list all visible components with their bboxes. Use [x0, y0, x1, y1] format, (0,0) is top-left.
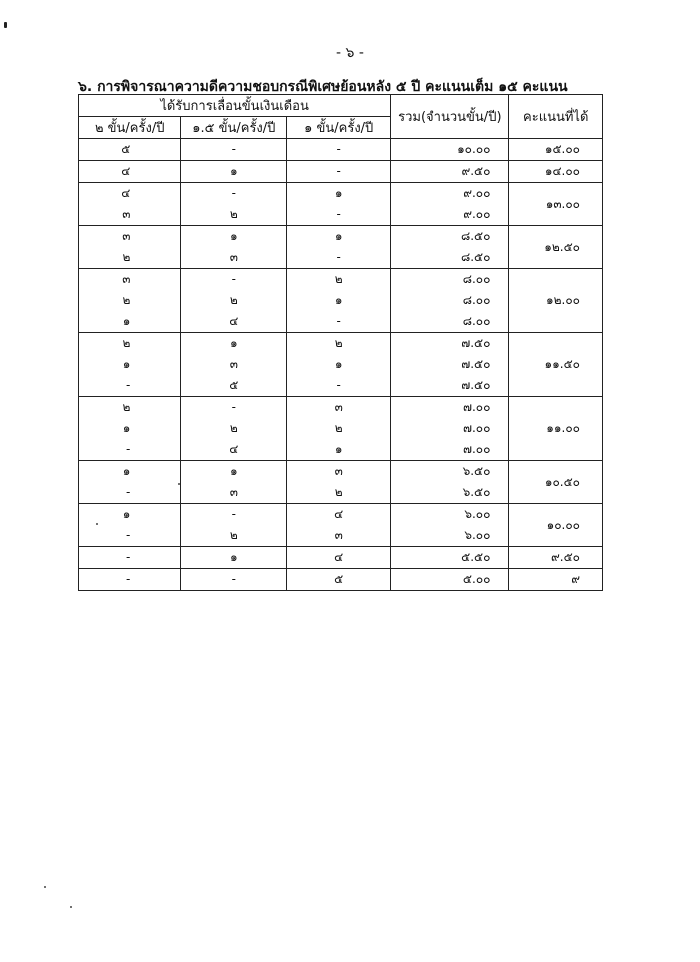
two-steps-value: ๓: [122, 272, 131, 286]
two-steps-value: ๑: [122, 421, 131, 435]
one-half-steps-value: -: [231, 400, 236, 414]
total-steps-cell: [391, 547, 509, 569]
total-steps-value: ๘.๐๐: [462, 293, 491, 307]
one-step-cell: [287, 269, 391, 333]
scan-speck: [44, 886, 46, 888]
score-cell: [509, 569, 603, 591]
two-steps-cell: [79, 161, 181, 183]
one-half-steps-value: ๑: [230, 164, 238, 178]
score-cell: [509, 547, 603, 569]
score-group-row: [79, 461, 603, 504]
one-step-cell: [287, 461, 391, 504]
two-steps-cell: [79, 547, 181, 569]
one-half-steps-cell: [181, 183, 287, 226]
one-half-steps-value: -: [231, 186, 236, 200]
one-half-steps-value: ๒: [229, 421, 238, 435]
one-step-cell: [287, 333, 391, 397]
one-half-steps-cell: [181, 504, 287, 547]
one-step-cell: [287, 139, 391, 161]
one-half-steps-header: ๑.๕ ขั้น/ครั้ง/ปี: [181, 117, 287, 139]
two-steps-cell: [79, 569, 181, 591]
one-step-value: -: [336, 164, 341, 178]
total-steps-value: ๗.๕๐: [461, 336, 491, 350]
score-value: ๙: [571, 572, 580, 586]
two-steps-value: ๔: [121, 164, 131, 178]
two-steps-value: ๑: [122, 464, 131, 478]
two-steps-value: ๒: [122, 293, 131, 307]
total-steps-value: ๙.๕๐: [461, 164, 491, 178]
score-value: ๑๓.๐๐: [545, 196, 580, 211]
one-step-value: -: [336, 207, 341, 221]
one-step-value: ๑: [334, 186, 343, 200]
two-steps-value: ๒: [122, 250, 131, 264]
total-steps-cell: [391, 161, 509, 183]
two-steps-value: ๓: [122, 207, 131, 221]
total-steps-cell: [391, 269, 509, 333]
one-step-value: ๑: [334, 293, 343, 307]
total-steps-value: ๘.๐๐: [462, 314, 491, 328]
total-steps-value: ๘.๕๐: [460, 229, 491, 243]
score-cell: [509, 269, 603, 333]
score-cell: [509, 461, 603, 504]
one-half-steps-value: ๑: [230, 464, 238, 478]
score-cell: [509, 397, 603, 461]
one-step-value: ๓: [334, 400, 343, 414]
one-step-value: ๔: [334, 507, 344, 521]
total-steps-value: ๗.๕๐: [461, 378, 491, 392]
one-half-steps-value: ๑: [230, 550, 238, 564]
one-step-value: ๑: [334, 357, 343, 371]
one-step-value: ๒: [334, 421, 343, 435]
one-half-steps-value: ๑: [230, 229, 238, 243]
score-value: ๑๐.๕๐: [544, 474, 580, 489]
one-step-value: ๔: [334, 550, 344, 564]
two-steps-value: -: [126, 378, 131, 392]
one-half-steps-cell: [181, 397, 287, 461]
one-step-cell: [287, 569, 391, 591]
total-steps-value: ๕.๐๐: [462, 572, 491, 586]
section-heading: ๖. การพิจารณาความดีความชอบกรณีพิเศษย้อนหลัง ๕ ปี คะแนนเต็ม ๑๕ คะแนน: [78, 79, 568, 95]
one-step-value: ๓: [334, 528, 343, 542]
one-half-steps-cell: [181, 547, 287, 569]
one-half-steps-value: ๒: [229, 528, 238, 542]
one-step-cell: [287, 226, 391, 269]
score-value: ๑๔.๐๐: [544, 164, 580, 178]
total-steps-value: ๙.๐๐: [463, 207, 491, 221]
one-half-steps-value: ๔: [229, 442, 239, 456]
page-number: - ๖ -: [336, 45, 364, 61]
two-steps-value: -: [126, 442, 131, 456]
scan-speck: [4, 22, 7, 28]
score-value: ๑๕.๐๐: [544, 142, 580, 156]
two-steps-cell: [79, 397, 181, 461]
one-half-steps-cell: [181, 333, 287, 397]
total-steps-cell: [391, 504, 509, 547]
total-steps-value: ๖.๐๐: [464, 528, 491, 542]
score-group-row: [79, 333, 603, 397]
two-steps-value: ๔: [121, 186, 131, 200]
one-step-cell: [287, 504, 391, 547]
one-step-cell: [287, 547, 391, 569]
one-step-value: ๒: [334, 272, 343, 286]
one-step-value: ๑: [334, 229, 343, 243]
score-header: คะแนนที่ได้: [509, 95, 603, 139]
one-step-value: ๒: [334, 485, 343, 499]
one-step-cell: [287, 183, 391, 226]
one-step-value: -: [336, 142, 341, 156]
one-step-value: ๑: [334, 442, 343, 456]
one-step-value: ๕: [334, 572, 344, 586]
total-steps-value: ๙.๐๐: [463, 186, 491, 200]
scan-speck: [70, 906, 72, 908]
scan-speck: [178, 483, 180, 485]
two-steps-cell: [79, 333, 181, 397]
one-half-steps-value: -: [231, 142, 236, 156]
total-steps-cell: [391, 183, 509, 226]
total-steps-cell: [391, 333, 509, 397]
score-value: ๑๐.๐๐: [546, 517, 580, 532]
score-cell: [509, 183, 603, 226]
two-steps-value: -: [126, 572, 131, 586]
two-steps-cell: [79, 183, 181, 226]
one-half-steps-value: ๓: [229, 250, 238, 264]
one-step-value: -: [336, 378, 341, 392]
total-steps-cell: [391, 461, 509, 504]
two-steps-cell: [79, 139, 181, 161]
score-cell: [509, 226, 603, 269]
two-steps-value: ๓: [122, 229, 131, 243]
score-value: ๑๒.๐๐: [546, 293, 580, 307]
one-half-steps-value: -: [231, 572, 236, 586]
two-steps-value: -: [126, 528, 131, 542]
one-half-steps-value: ๒: [229, 207, 238, 221]
one-half-steps-cell: [181, 226, 287, 269]
one-step-value: -: [336, 250, 341, 264]
total-steps-cell: [391, 397, 509, 461]
total-steps-value: ๗.๕๐: [461, 357, 491, 371]
one-half-steps-cell: [181, 461, 287, 504]
two-steps-cell: [79, 226, 181, 269]
one-half-steps-cell: [181, 269, 287, 333]
one-step-value: ๓: [334, 464, 343, 478]
one-step-value: -: [336, 314, 341, 328]
one-half-steps-value: ๓: [229, 357, 238, 371]
one-half-steps-cell: [181, 161, 287, 183]
two-steps-value: ๒: [122, 400, 131, 414]
score-group-row: [79, 504, 603, 547]
two-steps-value: ๒: [122, 336, 131, 350]
one-half-steps-value: ๑: [230, 336, 238, 350]
total-steps-value: ๕.๕๐: [461, 550, 491, 564]
group-header: ได้รับการเลื่อนขั้นเงินเดือน: [79, 95, 391, 117]
score-cell: [509, 139, 603, 161]
one-half-steps-value: ๔: [229, 314, 239, 328]
score-cell: [509, 333, 603, 397]
total-steps-value: ๘.๐๐: [462, 272, 491, 286]
total-steps-cell: [391, 139, 509, 161]
two-steps-value: -: [126, 550, 131, 564]
one-half-steps-value: ๓: [229, 485, 238, 499]
total-steps-cell: [391, 226, 509, 269]
score-group-row: [79, 139, 603, 161]
score-group-row: [79, 397, 603, 461]
one-step-cell: [287, 161, 391, 183]
total-steps-value: ๖.๕๐: [462, 464, 491, 478]
score-group-row: [79, 269, 603, 333]
score-value: ๙.๕๐: [550, 550, 580, 564]
promotion-score-table: [78, 94, 603, 591]
total-steps-value: ๗.๐๐: [462, 421, 491, 435]
one-half-steps-cell: [181, 569, 287, 591]
one-step-cell: [287, 397, 391, 461]
score-value: ๑๑.๐๐: [546, 421, 580, 435]
score-group-row: [79, 226, 603, 269]
two-steps-header: ๒ ขั้น/ครั้ง/ปี: [79, 117, 181, 139]
one-half-steps-value: -: [231, 507, 236, 521]
two-steps-value: ๑: [122, 357, 131, 371]
total-steps-value: ๘.๕๐: [460, 250, 491, 264]
score-value: ๑๑.๕๐: [544, 357, 580, 371]
total-steps-value: ๗.๐๐: [462, 400, 491, 414]
total-steps-value: ๖.๕๐: [462, 485, 491, 499]
two-steps-cell: [79, 504, 181, 547]
one-step-header: ๑ ขั้น/ครั้ง/ปี: [287, 117, 391, 139]
scan-speck: [96, 523, 98, 525]
score-group-row: [79, 183, 603, 226]
score-cell: [509, 161, 603, 183]
one-half-steps-value: -: [231, 272, 236, 286]
total-steps-value: ๗.๐๐: [462, 442, 491, 456]
total-steps-value: ๑๐.๐๐: [457, 142, 491, 156]
total-steps-cell: [391, 569, 509, 591]
score-cell: [509, 504, 603, 547]
one-half-steps-cell: [181, 139, 287, 161]
two-steps-value: ๑: [122, 507, 131, 521]
total-steps-value: ๖.๐๐: [464, 507, 491, 521]
score-value: ๑๒.๕๐: [544, 239, 580, 254]
one-step-value: ๒: [334, 336, 343, 350]
table-body: [79, 139, 603, 591]
one-half-steps-value: ๒: [229, 293, 238, 307]
two-steps-cell: [79, 269, 181, 333]
two-steps-value: ๕: [121, 142, 131, 156]
score-group-row: [79, 547, 603, 569]
total-steps-header: รวม(จำนวนขั้น/ปี): [391, 95, 509, 139]
two-steps-cell: [79, 461, 181, 504]
score-group-row: [79, 569, 603, 591]
two-steps-value: ๑: [122, 314, 131, 328]
one-half-steps-value: ๕: [229, 378, 239, 392]
score-group-row: [79, 161, 603, 183]
two-steps-value: -: [126, 485, 131, 499]
